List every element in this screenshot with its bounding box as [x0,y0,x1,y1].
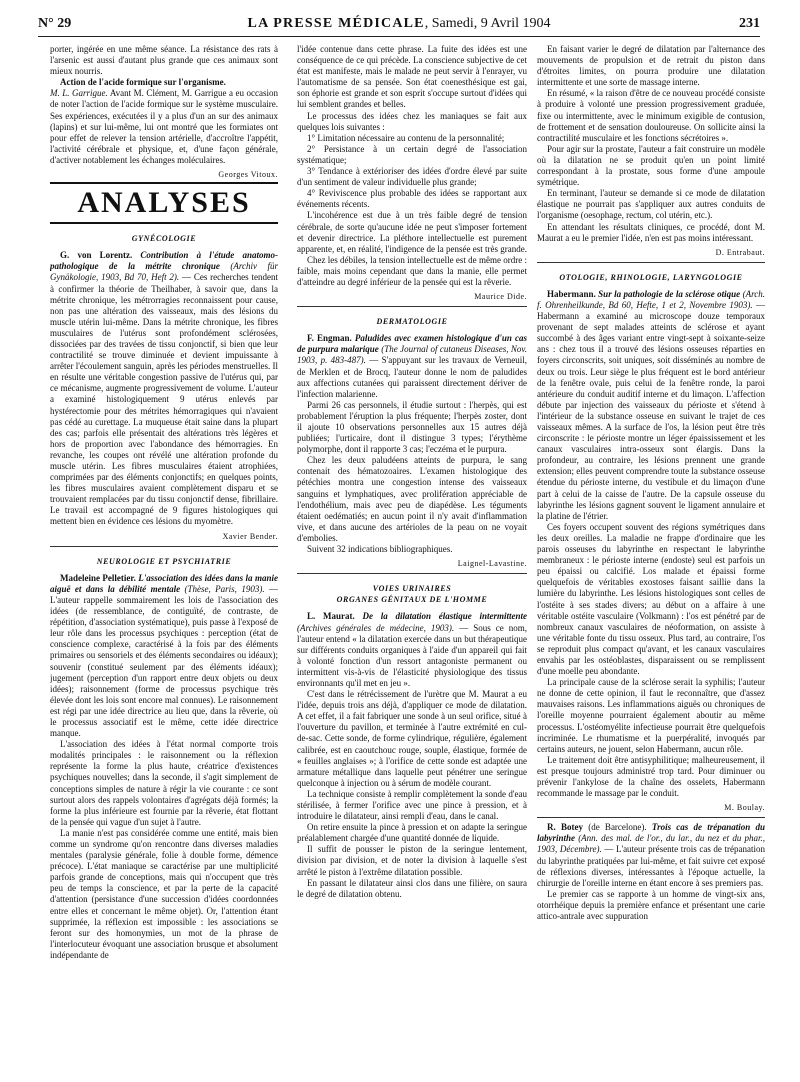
list-item: 1° Limitation nécessaire au contenu de la personnalité; [307,132,505,143]
article-title: Paludides avec examen histologique d'un cas de purpura malarique [297,333,527,355]
article-reference: (Archiv für Gynäkologie, 1903, Bd 70, Heft 2). [50,261,278,283]
journal-name: LA PRESSE MÉDICALE [247,16,425,31]
paragraph: La manie n'est pas considérée comme une entité, mais bien comme un syndrome qu'on rencontre dans diverses maladies mentales (paralysie générale, folie à double forme, démence précoce). L'état maniaque se caractérise par une multiplicité parfois grande de conceptions, mais qui n'occupent que très peu de temps la conscience, et par la perte de la capacité d'attention (persistance d'une succession d'idées coordonnées entre elles et concernant le même objet). Or, l'attention étant supprimée, la réflexion est impossible : les associations se feront sur des homonymies, un mot de la phrase de l'interlocuteur évoquant une association brusque et absolument indépendante de [50,827,278,960]
article-maurat [297,611,527,689]
signature: Laignel-Lavastine. [457,559,527,569]
paragraph: porter, ingérée en une même séance. La résistance des rats à l'arsenic est aussi d'autant plus grande que ces animaux sont mieux nourris. [50,44,278,77]
article-author: F. Engman. [307,333,352,344]
list-item: 4° Reviviscence plus probable des idées se rapportant aux événements récents. [297,188,527,210]
article-text: — L'auteur rappelle sommairement les lois de l'association des idées (de ressemblance, de contiguïté, de contraste, de répétition, d'association systématique), puis passe à l'exposé de leur rôle dans les processus psychiques : perception (état de conscience complexe, caractérisé à la fois par des éléments primaires ou sensoriels et des éléments secondaires ou idéaux); souvenir (constitué seulement par des éléments idéaux); jugement (perception d'un rapport entre deux objets ou deux idées); raisonnement (forme de processus psychique très élevée dont les lois sont encore mal connues). Le raisonnement est régi par une idée directrice au lieu que, dans la rêverie, où le processus associatif est le même, cette idée directrice manque. [50,583,278,739]
article-botey [537,822,765,889]
section-heading-gynecologie: GYNÉCOLOGIE [131,234,197,244]
page-number: 231 [739,16,760,31]
article-text: — S'appuyant sur les travaux de Verneuil, de Merklen et de Brocq, l'auteur donne le nom de paludides aux affections cutanées qui paraissent directement dériver de l'infection malarienne. [297,355,527,399]
signature: Xavier Bender. [222,531,278,541]
paragraph: Chez les deux paludéens atteints de purpura, le sang contenait des hématozoaires. L'examen histologique des pétéchies montra une congestion intense des vaisseaux sanguins et lymphatiques, avec prolifération appréciable de l'endothélium, mais avec peu de diapédèse. Les téguments étaient oedématiés; en aucun point il n'y avait d'inflammation vive, et dans aucune des artérioles de la peau on ne voyait d'embolies. [297,455,527,543]
article-title: De la dilatation élastique intermittente [354,611,527,622]
article-author: M. L. Garrigue. [50,88,108,99]
divider [537,817,765,818]
paragraph: l'idée contenue dans cette phrase. La fuite des idées est une conséquence de ce qui précède. La conscience subjective de cet état est manifeste, mais le malade ne peut servir à l'enrayer, vu l'automatisme de sa pensée. Son état coenesthésique est gai, son éphorie est grande et son esprit s'occupe surtout d'idées qui lui semblent grandes et belles. [297,44,527,110]
article-habermann [537,289,765,522]
article-author: L. Maurat. [307,611,355,622]
section-heading-organes-genitaux: ORGANES GÉNITAUX DE L'HOMME [336,595,488,605]
column-right [537,44,765,1078]
article-engman [297,333,527,400]
section-heading-otologie: OTOLOGIE, RHINOLOGIE, LARYNGOLOGIE [559,272,743,282]
paragraph: Il suffit de pousser le piston de la seringue lentement, division par division, et de noter la division à laquelle s'est arrêté le piston à l'extrême dilatation possible. [297,844,527,877]
paragraph: On retire ensuite la pince à pression et on adapte la seringue préalablement chargée d'une quantité donnée de liquide. [297,822,527,844]
article-reference: (Thèse, Paris, 1903). [180,583,265,594]
list-item: 2° Persistance à un certain degré de l'association systématique; [297,143,527,165]
paragraph: Suivent 32 indications bibliographiques. [307,544,453,555]
column-middle [297,44,527,1078]
divider [297,306,527,307]
section-heading-dermatologie: DERMATOLOGIE [376,317,448,327]
paragraph: La technique consiste à remplir complètement la sonde d'eau stérilisée, à fermer l'orifice avec une pince à pression, et à introduire le dilatateur, ainsi rempli d'eau, dans le canal. [297,788,527,822]
signature: Maurice Dide. [474,292,527,302]
paragraph: Le processus des idées chez les maniaques se fait aux quelques lois suivantes : [297,110,527,132]
divider [537,262,765,263]
paragraph: Parmi 26 cas personnels, il étudie surtout : l'herpès, qui est probablement l'éruption la plus fréquente; l'herpès zoster, dont il ajoute 10 observations personnelles aux 15 autres déjà publiées; l'urticaire, dont il distingue 3 types; l'érythème polymorphe, dont il rapporte 3 cas; l'eczéma et le purpura. [297,399,527,455]
paragraph: C'est dans le rétrécissement de l'urètre que M. Maurat a eu l'idée, depuis trois ans déjà, d'appliquer ce mode de dilatation. A cet effet, il a fait fabriquer une sonde à un seul orifice, situé à l'ouverture du pavillon, et terminée à l'autre extrémité en cul-de-sac. Cette sonde, de forme cylindrique, régulière, également calibrée, est en caoutchouc rouge, souple, élastique, formée de « feuilles anglaises »; à l'orifice de cette sonde est adaptée une armature métallique dans laquelle peut pénétrer une seringue quelconque à injection ou à sérum de modèle courant. [297,689,527,788]
paragraph: La principale cause de la sclérose serait la syphilis; l'auteur ne donne de cette opinion, il faut le reconnaître, que d'assez mauvaises raisons. Les inflammations aiguës ou chroniques de l'oreille moyenne pourraient également aboutir au même processus. L'ostéomyélite infectieuse pourrait être quelquefois incriminée. Le rhumatisme et la puerpéralité, invoqués par certains auteurs, ne jouent, selon Habermann, aucun rôle. [537,677,765,754]
signature: Georges Vitoux. [218,170,278,180]
article-author: Madeleine Pelletier. [60,572,136,583]
article-title: Contribution à l'étude anatomo-pathologique de la métrite chronique [50,250,278,272]
paragraph: L'association des idées à l'état normal comporte trois modalités principales : le raisonnement ou la réflexion représente la forme la plus haute, créatrice d'existences psychiques nouvelles; dans la seconde, il s'agit simplement de conceptions simples de nature à régir la vie courante : ce sont surtout alors des rappels volontaires d'agrégats déjà formés; la forme la plus inférieure est fournie par la rêverie, état flottant de la pensée qui vague d'un sujet à l'autre. [50,739,278,827]
article-title: Action de l'acide formique sur l'organisme. [60,77,226,88]
paragraph: En faisant varier le degré de dilatation par l'alternance des mouvements de propulsion et de retrait du piston dans d'étroites limites, on pourra produire une dilatation intermittente et une sorte de massage interne. [537,44,765,88]
column-left [50,44,278,1078]
article-title: L'association des idées dans la manie aiguë et dans la débilité mentale [50,572,278,594]
paragraph: Chez les débiles, la tension intellectuelle est de même ordre : faible, mais moins cependant que dans la manie, elle permet d'atteindre au degré inférieur de la pensée qui est la rêverie. [297,254,527,287]
issue-date: , Samedi, 9 Avril 1904 [424,16,551,31]
paragraph: En terminant, l'auteur se demande si ce mode de dilatation élastique ne pourrait pas s'appliquer aux autres conduits de l'organisme (oesophage, rectum, col utérin, etc.). [537,188,765,221]
section-heading-voies-urinaires: VOIES URINAIRES [372,584,452,594]
article-text: — Sous ce nom, l'auteur entend « la dilatation exercée dans un but thérapeutique sur différents conduits organiques à l'aide d'un appareil qui fait à volonté fonction d'un ressort antagoniste permanent ou intermittent vis-à-vis de l'élasticité physiologique des tissus environnants qu'il met en jeu ». [297,622,527,688]
paragraph: L'incohérence est due à un très faible degré de tension cérébrale, de sorte qu'aucune idée ne peut s'imposer fortement et devenir directrice. La pléthore intellectuelle est purement apparente, et, en réalité, l'indigence de la pensée est très grande. [297,210,527,254]
article-title: Trois cas de trépanation du labyrinthe [537,822,765,844]
article-text: — Ces recherches tendent à confirmer la théorie de Theilhaber, à savoir que, dans la métrite chronique, les métrorragies reconnaissent pour cause, non pas une altération des vaisseaux, mais des lésions du muscle utérin lui-même. Dans la métrite chronique, les fibres musculaires de l'utérus sont profondément sclérosées, dissociées par des travées de tissu conjonctif, si bien que leur contractilité se trouve diminuée et devient impuissante à arrêter l'écoulement sanguin, après les périodes menstruelles. Il en résulte une véritable congestion passive de l'utérus qui, par ce mécanisme, augmente progressivement de volume. L'auteur a examiné histologiquement 9 utérus enlevés par hystérectomie pour des métrites hémorragiques qui n'avaient pas cédé au curettage. La muqueuse était saine dans la plupart des cas; parfois elle présentait des altérations très légères et hors de proportion avec l'abondance des hémorragies. En revanche, les coupes ont révélé une altération profonde du muscle utérin. Les fibres musculaires étaient atrophiées, comprimées par des éléments conjonctifs; en quelques points, les fibres musculaires avaient complètement disparu et se trouvaient remplacées par du tissu conjonctif dense, fibrillaire. Le travail est accompagné de 9 figures histologiques qui mettent bien en évidence ces lésions du myomètre. [50,272,278,527]
paragraph: Le premier cas se rapporte à un homme de vingt-six ans, otorrhéique depuis la première enfance et présentant une carie attico-antrale avec suppuration [537,888,765,922]
article-author-place: (de Barcelone). [582,822,647,833]
article-reference: (Ann. des mal. de l'or., du lar., du nez et du phar., 1903, Décembre). [537,833,765,855]
article-text: Avant M. Clément, M. Garrigue a eu occasion de noter l'action de l'acide formique sur le système musculaire. Ses expériences, exécutées il y a plus d'un an sur des animaux (lapins) et sur lui-même, lui ont montré que les formiates ont pour effet de relever la tension artérielle, d'accroître l'appétit, l'activité cérébrale et physique, et, d'une façon générale, d'activer notablement les échanges moléculaires. [50,88,278,165]
divider [50,546,278,547]
article-title: Sur la pathologie de la sclérose otique [595,288,741,299]
issue-number: N° 29 [38,16,72,31]
paragraph: Ces foyers occupent souvent des régions symétriques dans les deux oreilles. La maladie ne frappe d'ordinaire que les parois osseuses du labyrinthe en respectant le labyrinthe membraneux : le périoste interne (endoste) seul est parfois un peu épaissi ou calcifié. Los malade et épaissi forme quelquefois de véritables exostoses faisant saillie dans la lumière du labyrinthe. Les lésions histologiques sont celles de l'ostéite à ses stades divers; au début on a affaire à une véritable ostéite vasculaire (Volkmann) : l'os est pénétré par de nombreux canaux vasculaires de néoformation, on assiste à une véritable fonte du tissu osseux. Plus tard, au contraire, l'os se reproduit plus compact qu'avant, et les canaux vasculaires envahis par les ostéoblastes, disparaissent ou se remplissent d'une moelle peu abondante. [537,521,765,677]
paragraph: Pour agir sur la prostate, l'auteur a fait construire un modèle où la dilatation ne se produit qu'en un point limité correspondant à la prostate, sous forme d'une ampoule symétrique. [537,143,765,188]
article-pelletier [50,573,278,739]
article-reference: (Arch. f. Ohrenheilkunde, Bd 60, Hefte, 1 et 2, Novembre 1903). [537,288,765,310]
paragraph: Le traitement doit être antisyphilitique; malheureusement, il est presque toujours administré trop tard. Pour diminuer ou prévenir l'ankylose de la chaîne des osselets, Habermann recommande le massage par le conduit. [537,754,765,799]
article-reference: (The Journal of cutaneus Diseases, Nov. 1903, p. 483-487). [297,344,527,366]
list-item: 3° Tendance à extérioriser des idées d'ordre élevé par suite d'un sentiment de valeur individuelle plus grande; [297,166,527,188]
article-action-formique [50,77,278,166]
paragraph: En passant le dilatateur ainsi clos dans une filière, on saura le degré de dilatation obtenu. [297,877,527,899]
signature: M. Boulay. [724,803,765,813]
article-reference: (Archives générales de médecine, 1903). [297,622,455,633]
running-title [38,16,760,32]
paragraph: En résumé, « la raison d'être de ce nouveau procédé consiste à produire à volonté une pression progressivement graduée, fixe ou intermittente, avec le minimum exigible de contusion, de frottement et de sensation douloureuse. On sollicite ainsi la contractilité musculaire et les fonctions sécrétoires ». [537,88,765,143]
page-header [38,14,760,37]
signature: D. Entrabaut. [715,247,765,257]
article-author: G. von Lorentz. [60,250,133,261]
article-author: Habermann. [547,288,596,299]
article-author: R. Botey [547,822,583,833]
section-heading-neurologie: NEUROLOGIE ET PSYCHIATRIE [96,556,232,566]
article-text: — L'auteur présente trois cas de trépanation du labyrinthe pratiquées par lui-même, et fait suivre cet exposé de réflexions diverses, intéressantes à l'époque actuelle, la chirurgie de l'oreille interne en étant encore à ses premiers pas. [537,844,765,888]
section-title-analyses: ANALYSES [50,182,278,224]
article-lorentz [50,250,278,527]
paragraph: En attendant les résultats cliniques, ce procédé, dont M. Maurat a eu le premier l'idée, n'en est pas moins intéressant. [537,221,765,243]
article-text: — Habermann a examiné au microscope douze temporaux provenant de sept malades atteints de sclérose et ayant succombé à des âges variant entre vingt-sept à soixante-seize ans : chez tous il a trouvé des lésions osseuses réparties en foyers circonscrits, soit uniques, soit disséminés au nombre de deux ou trois. Leur siège le plus fréquent est le bord antérieur de la fenêtre ovale, puis celui de la fenêtre ronde, la paroi antérieure du conduit auditif interne et du limaçon. L'affection débute par injection des vaisseaux du périoste et s'étend à l'intérieur de la substance osseuse en suivant le trajet de ces vaisseaux mêmes. A la surface de l'os, la lésion peut être très circonscrite : le périoste montre un léger épaississement et les canaux vasculaires intra-osseux sont élargis. Dans la profondeur, au contraire, les lésions prennent une grande extension; elles peuvent comprendre toute la substance osseuse étendue du périoste interne, du vestibule et du limaçon d'une part à celui de la caisse de l'autre. De la capsule osseuse du labyrinthe les lésions gagnent souvent le ligament annulaire et la platine de l'étrier. [537,299,765,521]
divider [297,573,527,574]
